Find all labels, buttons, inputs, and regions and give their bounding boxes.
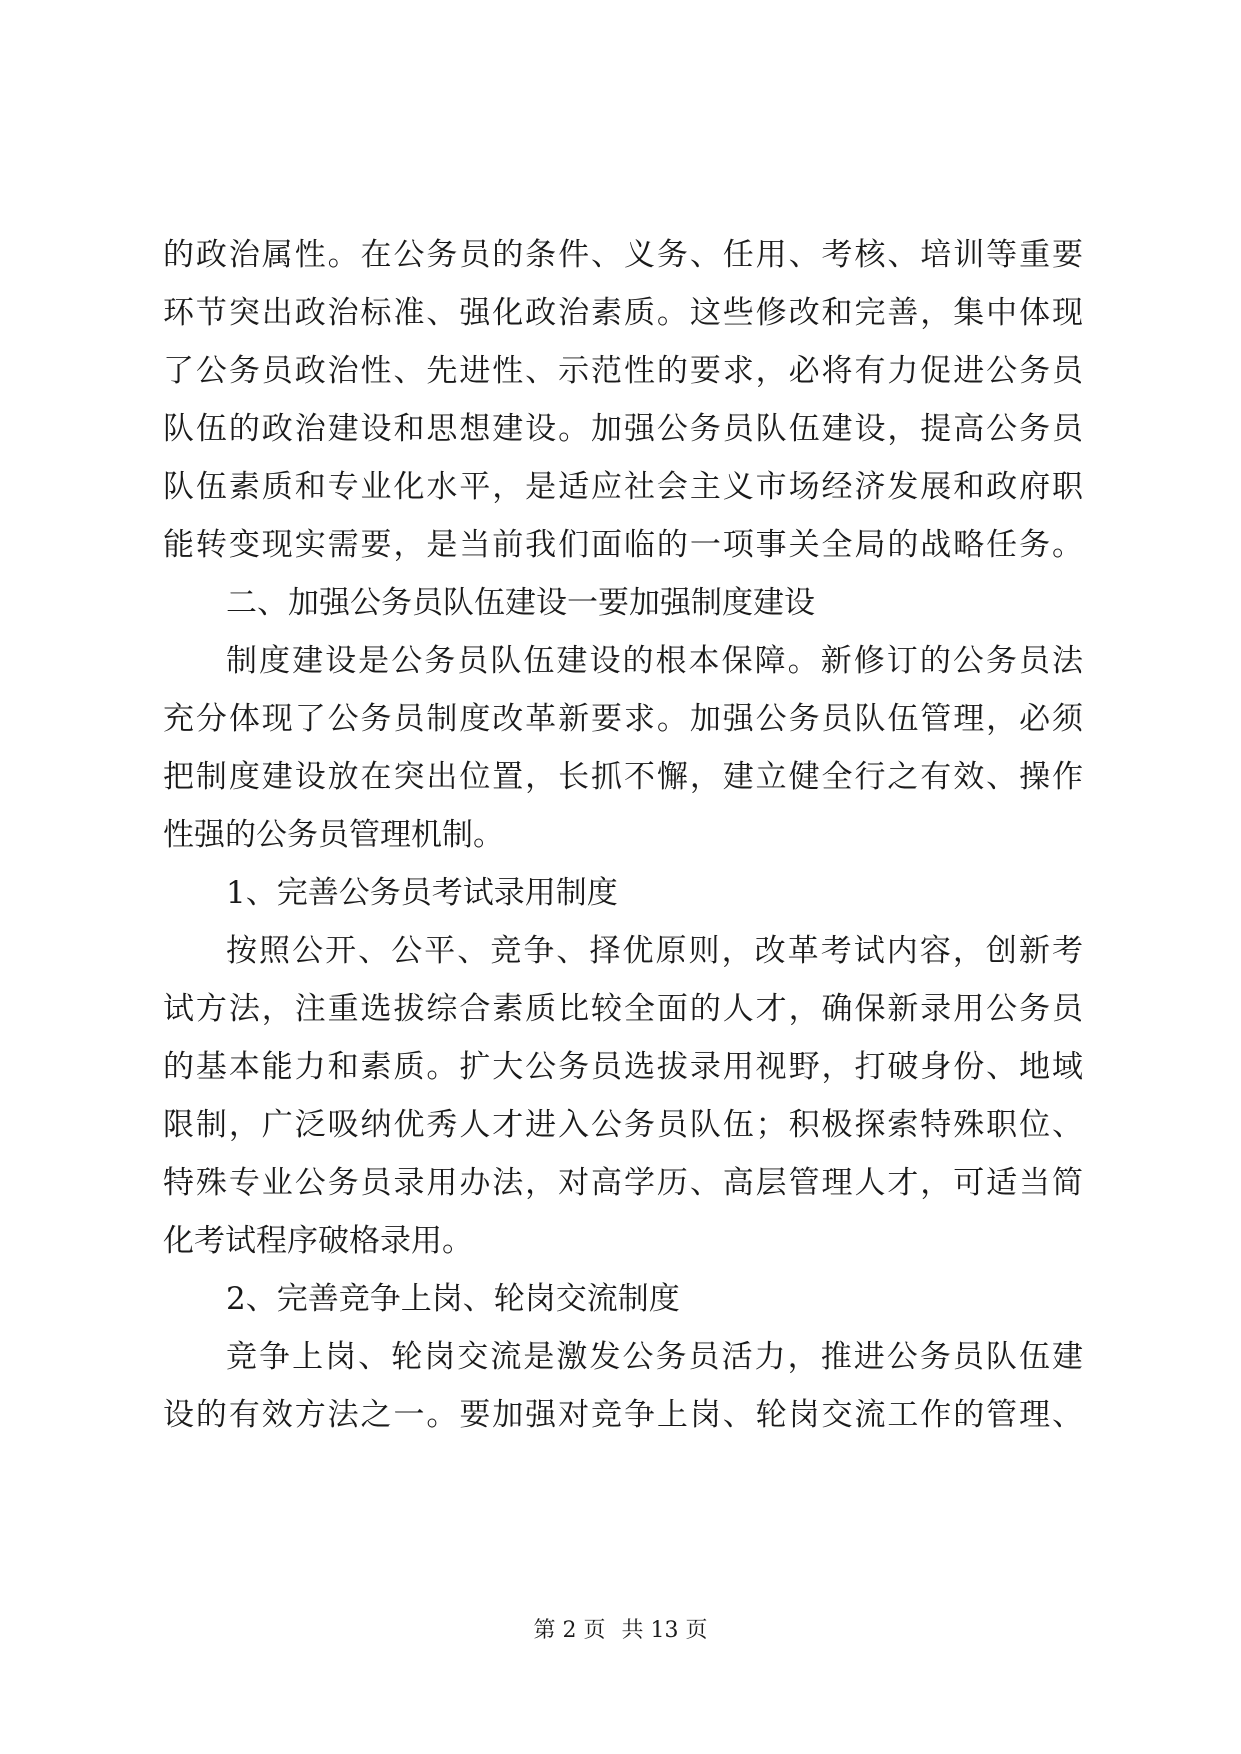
body-line: 环节突出政治标准、强化政治素质。这些修改和完善，集中体现 [163, 295, 1083, 331]
page-number: 第 2 页 [533, 1618, 606, 1643]
body-line: 设的有效方法之一。要加强对竞争上岗、轮岗交流工作的管理、 [163, 1397, 1083, 1433]
body-line: 队伍的政治建设和思想建设。加强公务员队伍建设，提高公务员 [163, 411, 1083, 447]
body-line: 把制度建设放在突出位置，长抓不懈，建立健全行之有效、操作 [163, 759, 1083, 795]
body-line: 竞争上岗、轮岗交流是激发公务员活力，推进公务员队伍建 [226, 1339, 1083, 1375]
body-line: 试方法，注重选拔综合素质比较全面的人才，确保新录用公务员 [163, 991, 1083, 1027]
body-line: 化考试程序破格录用。 [163, 1223, 473, 1259]
subsection-heading: 1、完善公务员考试录用制度 [226, 875, 618, 911]
body-line: 限制，广泛吸纳优秀人才进入公务员队伍；积极探索特殊职位、 [163, 1107, 1083, 1143]
body-line: 的基本能力和素质。扩大公务员选拔录用视野，打破身份、地域 [163, 1049, 1083, 1085]
body-line: 特殊专业公务员录用办法，对高学历、高层管理人才，可适当简 [163, 1165, 1083, 1201]
body-line: 按照公开、公平、竞争、择优原则，改革考试内容，创新考 [226, 933, 1083, 969]
body-line: 队伍素质和专业化水平，是适应社会主义市场经济发展和政府职 [163, 469, 1083, 505]
body-line: 能转变现实需要，是当前我们面临的一项事关全局的战略任务。 [163, 527, 1083, 563]
body-line: 了公务员政治性、先进性、示范性的要求，必将有力促进公务员 [163, 353, 1083, 389]
document-body [163, 226, 1083, 1444]
body-line: 的政治属性。在公务员的条件、义务、任用、考核、培训等重要 [163, 237, 1083, 273]
page-total: 共 13 页 [621, 1618, 708, 1643]
body-line: 充分体现了公务员制度改革新要求。加强公务员队伍管理，必须 [163, 701, 1083, 737]
page-footer [0, 1616, 1241, 1646]
subsection-heading: 2、完善竞争上岗、轮岗交流制度 [226, 1281, 680, 1317]
body-line: 性强的公务员管理机制。 [163, 817, 504, 853]
body-line: 制度建设是公务员队伍建设的根本保障。新修订的公务员法 [226, 643, 1083, 679]
section-heading: 二、加强公务员队伍建设一要加强制度建设 [226, 585, 815, 621]
